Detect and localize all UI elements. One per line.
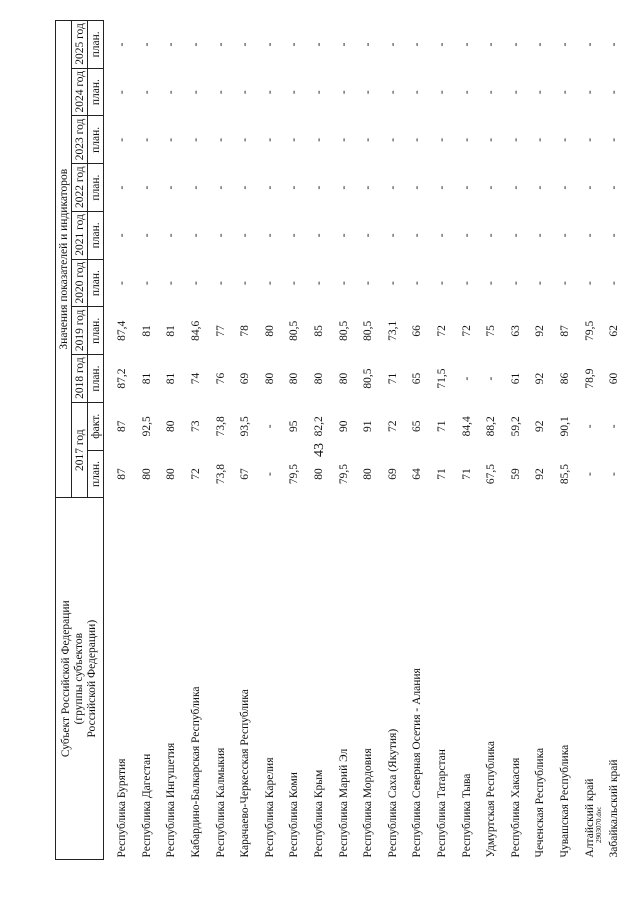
value-cell: 90,1 <box>558 416 571 437</box>
value-cell: 90 <box>337 420 350 433</box>
value-cell: - <box>239 185 252 190</box>
value-cell: - <box>485 137 498 142</box>
value-cell: 72 <box>460 325 473 337</box>
value-cell: 87,2 <box>116 368 129 389</box>
table-row <box>528 21 553 860</box>
value-cell: - <box>534 281 547 285</box>
value-cell: 77 <box>214 325 227 337</box>
value-cell: - <box>263 137 276 142</box>
value-cell: - <box>386 42 399 47</box>
value-cell: - <box>608 42 621 47</box>
value-cell: - <box>214 137 227 142</box>
value-cell: - <box>288 137 301 142</box>
value-cell: - <box>337 42 350 47</box>
region-name: Республика Дагестан <box>140 753 153 858</box>
value-cell: - <box>288 90 301 95</box>
value-cell: 71 <box>460 468 473 480</box>
value-cell: - <box>165 281 178 285</box>
value-cell: - <box>288 233 301 238</box>
value-cell: 84,4 <box>460 416 473 437</box>
value-cell: - <box>337 281 350 285</box>
value-cell: - <box>534 185 547 190</box>
value-cell: - <box>190 90 203 95</box>
region-name: Республика Тыва <box>460 773 473 858</box>
value-cell: - <box>140 233 153 238</box>
table-row <box>331 21 356 860</box>
value-cell: 92 <box>534 420 547 433</box>
value-cell: - <box>386 185 399 190</box>
value-cell: - <box>509 90 522 95</box>
value-cell: - <box>411 90 424 95</box>
year-header: 2019 год <box>72 307 88 355</box>
region-name: Республика Саха (Якутия) <box>386 728 399 858</box>
value-cell: - <box>116 90 129 95</box>
table-row <box>454 21 479 860</box>
value-cell: - <box>288 42 301 47</box>
table-row <box>356 21 381 860</box>
value-cell: - <box>140 42 153 47</box>
value-cell: 85,5 <box>558 463 571 485</box>
value-cell: 84,6 <box>190 320 203 341</box>
value-cell: 87 <box>558 325 571 337</box>
value-cell: - <box>485 233 498 238</box>
value-cell: 72 <box>190 468 203 480</box>
value-cell: 86 <box>558 372 571 385</box>
value-cell: 62 <box>608 325 621 337</box>
value-cell: - <box>386 137 399 142</box>
value-cell: 69 <box>386 468 399 480</box>
value-cell: 80,5 <box>362 368 375 389</box>
value-cell: 92 <box>534 325 547 337</box>
value-cell: - <box>362 185 375 190</box>
value-cell: - <box>239 90 252 95</box>
value-cell: - <box>485 281 498 285</box>
value-cell: - <box>558 90 571 95</box>
value-cell: - <box>313 42 326 47</box>
value-cell: 76 <box>214 372 227 385</box>
values-title: Значения показателей и индикаторов <box>56 21 72 498</box>
value-cell: 80 <box>263 372 276 385</box>
region-name: Удмуртская Республика <box>485 741 498 858</box>
year-header: 2021 год <box>72 211 88 259</box>
value-cell: - <box>288 185 301 190</box>
value-cell: 80,5 <box>362 320 375 341</box>
value-cell: - <box>558 42 571 47</box>
value-cell: - <box>583 185 596 190</box>
value-cell: - <box>583 233 596 238</box>
value-type-header: план. <box>88 355 104 403</box>
value-cell: - <box>558 185 571 190</box>
value-cell: 60 <box>608 372 621 385</box>
page-number: 43 <box>312 443 327 457</box>
value-cell: 59,2 <box>509 416 522 437</box>
value-cell: - <box>558 137 571 142</box>
value-cell: - <box>214 42 227 47</box>
value-cell: 79,5 <box>337 463 350 485</box>
value-type-header: план. <box>88 21 104 69</box>
subject-header-line: (группы субъектов <box>73 632 85 725</box>
table-row <box>381 21 406 860</box>
value-cell: 72 <box>386 420 399 433</box>
value-cell: - <box>190 281 203 285</box>
value-cell: - <box>288 281 301 285</box>
value-cell: 73,1 <box>386 320 399 341</box>
table-row <box>577 21 602 860</box>
value-cell: 81 <box>140 372 153 385</box>
value-cell: 80 <box>362 468 375 480</box>
value-cell: 80 <box>313 468 326 480</box>
value-cell: - <box>436 42 449 47</box>
value-type-header: план. <box>88 307 104 355</box>
indicators-table <box>55 20 626 860</box>
value-cell: 92 <box>534 372 547 385</box>
value-cell: 80 <box>337 372 350 385</box>
value-cell: 92 <box>534 468 547 480</box>
value-cell: - <box>534 42 547 47</box>
region-name: Чувашская Республика <box>558 744 571 858</box>
value-cell: - <box>583 90 596 95</box>
table-row <box>405 21 430 860</box>
value-cell: - <box>337 137 350 142</box>
value-cell: - <box>509 185 522 190</box>
value-type-header: план. <box>88 450 104 498</box>
value-cell: 78 <box>239 325 252 337</box>
table-row <box>135 21 160 860</box>
value-cell: - <box>165 233 178 238</box>
table-row <box>504 21 529 860</box>
value-cell: 61 <box>509 372 522 385</box>
region-name: Республика Ингушетия <box>165 742 178 858</box>
value-cell: 80 <box>165 420 178 433</box>
value-cell: - <box>460 42 473 47</box>
value-cell: 63 <box>509 325 522 337</box>
value-cell: - <box>386 233 399 238</box>
value-cell: - <box>337 185 350 190</box>
value-cell: - <box>362 42 375 47</box>
value-cell: - <box>583 281 596 285</box>
value-cell: 78,9 <box>583 368 596 389</box>
value-cell: - <box>313 137 326 142</box>
value-cell: 80 <box>140 468 153 480</box>
value-cell: - <box>116 233 129 238</box>
value-cell: 80,5 <box>288 320 301 341</box>
subject-header-line: Субъект Российской Федерации <box>60 600 72 758</box>
region-name: Республика Татарстан <box>436 749 449 858</box>
value-cell: - <box>460 233 473 238</box>
value-cell: - <box>411 185 424 190</box>
value-cell: - <box>116 281 129 285</box>
value-cell: - <box>263 233 276 238</box>
value-cell: - <box>263 42 276 47</box>
year-header: 2020 год <box>72 259 88 307</box>
year-header: 2025 год <box>72 21 88 69</box>
value-cell: 65 <box>411 372 424 385</box>
value-cell: - <box>386 281 399 285</box>
value-cell: - <box>608 185 621 190</box>
region-name: Республика Крым <box>313 769 326 858</box>
value-cell: - <box>534 137 547 142</box>
region-name: Кабардино-Балкарская Республика <box>190 686 203 858</box>
table-row <box>430 21 455 860</box>
value-cell: 81 <box>165 325 178 337</box>
value-cell: - <box>165 185 178 190</box>
value-cell: 85 <box>313 325 326 337</box>
value-cell: - <box>313 281 326 285</box>
value-cell: 91 <box>362 420 375 433</box>
value-cell: 88,2 <box>485 416 498 437</box>
value-cell: - <box>190 185 203 190</box>
value-cell: 80,5 <box>337 320 350 341</box>
table-row <box>159 21 184 860</box>
value-cell: - <box>608 472 621 476</box>
value-cell: - <box>116 137 129 142</box>
subject-header-line: Российской Федерации) <box>86 619 98 738</box>
value-cell: - <box>583 424 596 429</box>
value-cell: - <box>190 137 203 142</box>
value-cell: - <box>608 424 621 429</box>
value-cell: - <box>436 137 449 142</box>
value-cell: - <box>362 90 375 95</box>
value-cell: 87 <box>116 420 129 433</box>
value-cell: - <box>460 90 473 95</box>
value-cell: 87,4 <box>116 320 129 341</box>
value-cell: 80 <box>313 372 326 385</box>
table-row <box>184 21 209 860</box>
value-cell: - <box>608 90 621 95</box>
value-cell: 79,5 <box>583 320 596 341</box>
value-cell: - <box>239 233 252 238</box>
value-cell: 71 <box>436 468 449 480</box>
region-name: Республика Марий Эл <box>337 748 350 858</box>
value-cell: - <box>509 42 522 47</box>
value-cell: - <box>313 90 326 95</box>
value-cell: - <box>436 233 449 238</box>
value-cell: 69 <box>239 372 252 385</box>
value-cell: - <box>460 137 473 142</box>
region-name: Республика Мордовия <box>362 748 375 858</box>
value-cell: - <box>583 137 596 142</box>
year-header: 2023 год <box>72 116 88 164</box>
value-cell: - <box>313 185 326 190</box>
value-cell: 80 <box>288 372 301 385</box>
value-cell: - <box>214 185 227 190</box>
value-cell: - <box>485 376 498 381</box>
value-cell: - <box>558 281 571 285</box>
value-cell: - <box>337 90 350 95</box>
value-cell: 87 <box>116 468 129 480</box>
region-name: Республика Хакасия <box>509 757 522 858</box>
value-cell: - <box>165 42 178 47</box>
year-header: 2018 год <box>72 355 88 403</box>
value-cell: 75 <box>485 325 498 337</box>
value-type-header: факт. <box>88 402 104 450</box>
region-name: Республика Карелия <box>263 757 276 858</box>
region-name: Республика Коми <box>288 772 301 858</box>
value-cell: 59 <box>509 468 522 480</box>
value-cell: 81 <box>165 372 178 385</box>
value-cell: - <box>436 90 449 95</box>
value-cell: 95 <box>288 420 301 433</box>
value-cell: - <box>485 185 498 190</box>
region-name: Алтайский край <box>583 778 596 858</box>
value-cell: - <box>411 137 424 142</box>
table-row <box>233 21 258 860</box>
value-cell: 71 <box>436 420 449 433</box>
value-cell: - <box>165 90 178 95</box>
value-cell: - <box>337 233 350 238</box>
value-cell: - <box>509 281 522 285</box>
value-type-header: план. <box>88 68 104 116</box>
value-cell: - <box>362 137 375 142</box>
value-cell: 67,5 <box>485 463 498 485</box>
table-row <box>479 21 504 860</box>
value-cell: - <box>214 233 227 238</box>
value-cell: - <box>608 233 621 238</box>
value-cell: - <box>534 233 547 238</box>
value-cell: - <box>190 233 203 238</box>
value-cell: - <box>362 281 375 285</box>
value-cell: - <box>140 281 153 285</box>
year-header: 2017 год <box>72 402 88 497</box>
table-header <box>56 21 104 860</box>
value-cell: - <box>263 281 276 285</box>
value-cell: - <box>313 233 326 238</box>
value-cell: - <box>583 472 596 476</box>
value-cell: 66 <box>411 325 424 337</box>
region-name: Республика Калмыкия <box>214 747 227 858</box>
value-type-header: план. <box>88 259 104 307</box>
value-cell: 79,5 <box>288 463 301 485</box>
value-cell: - <box>263 472 276 476</box>
region-name: Республика Северная Осетия - Алания <box>411 668 424 858</box>
value-cell: 93,5 <box>239 416 252 437</box>
subject-column-header <box>56 498 104 860</box>
rotated-table-container <box>55 20 621 860</box>
year-header: 2022 год <box>72 164 88 212</box>
value-cell: - <box>263 185 276 190</box>
value-cell: - <box>485 42 498 47</box>
value-cell: 64 <box>411 468 424 480</box>
table-row <box>208 21 233 860</box>
value-cell: - <box>165 137 178 142</box>
value-cell: - <box>140 137 153 142</box>
value-cell: - <box>362 233 375 238</box>
value-cell: 81 <box>140 325 153 337</box>
value-cell: 73,8 <box>214 416 227 437</box>
table-row <box>307 21 332 860</box>
value-cell: 71,5 <box>436 368 449 389</box>
value-cell: - <box>436 185 449 190</box>
region-name: Забайкальский край <box>608 759 621 858</box>
value-cell: - <box>239 42 252 47</box>
footer-doc-code: 2903070.doc <box>595 806 603 843</box>
table-row <box>602 21 627 860</box>
value-cell: 92,5 <box>140 416 153 437</box>
value-type-header: план. <box>88 211 104 259</box>
value-cell: 65 <box>411 420 424 433</box>
region-name: Республика Бурятия <box>116 758 129 858</box>
table-body <box>104 21 627 860</box>
value-cell: - <box>239 137 252 142</box>
value-cell: 67 <box>239 468 252 480</box>
value-cell: - <box>140 90 153 95</box>
value-cell: - <box>509 233 522 238</box>
value-cell: - <box>263 424 276 429</box>
value-cell: - <box>534 90 547 95</box>
value-cell: - <box>411 281 424 285</box>
table-row <box>104 21 135 860</box>
region-name: Чеченская Республика <box>534 747 547 858</box>
value-cell: - <box>239 281 252 285</box>
value-type-header: план. <box>88 164 104 212</box>
value-cell: - <box>509 137 522 142</box>
table-row <box>282 21 307 860</box>
value-cell: 74 <box>190 372 203 385</box>
table-row <box>553 21 578 860</box>
value-cell: - <box>116 185 129 190</box>
value-cell: 71 <box>386 372 399 385</box>
value-cell: - <box>436 281 449 285</box>
value-cell: - <box>411 42 424 47</box>
value-cell: - <box>214 281 227 285</box>
region-name: Карачаево-Черкесская Республика <box>239 689 252 858</box>
value-type-header: план. <box>88 116 104 164</box>
value-cell: 80 <box>263 325 276 337</box>
value-cell: 82,2 <box>313 416 326 437</box>
value-cell: - <box>116 42 129 47</box>
value-cell: - <box>583 42 596 47</box>
value-cell: - <box>411 233 424 238</box>
value-cell: 72 <box>436 325 449 337</box>
value-cell: - <box>608 281 621 285</box>
value-cell: - <box>140 185 153 190</box>
value-cell: - <box>263 90 276 95</box>
table-row <box>258 21 283 860</box>
value-cell: - <box>558 233 571 238</box>
value-cell: - <box>460 185 473 190</box>
value-cell: - <box>214 90 227 95</box>
value-cell: - <box>460 376 473 381</box>
value-cell: - <box>608 137 621 142</box>
value-cell: - <box>386 90 399 95</box>
value-cell: - <box>485 90 498 95</box>
year-header: 2024 год <box>72 68 88 116</box>
value-cell: - <box>460 281 473 285</box>
value-cell: 73 <box>190 420 203 433</box>
value-cell: - <box>190 42 203 47</box>
value-cell: 80 <box>165 468 178 480</box>
value-cell: 73,8 <box>214 463 227 485</box>
